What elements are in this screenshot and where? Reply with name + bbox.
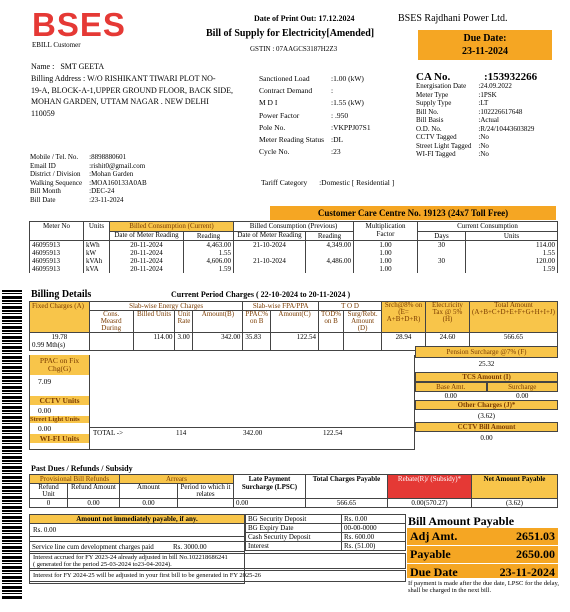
interest-note-2: Interest for FY 2024-25 will be adjusted in your first bill to be generated in FY 2025-26: [29, 570, 406, 582]
meter-cell-cu: 114.00: [466, 241, 558, 250]
val-total-charges: 566.65: [306, 499, 388, 508]
customer-name-line: [31, 62, 104, 71]
due-date: 23-11-2024: [461, 46, 509, 57]
load-label: Sanctioned Load: [259, 74, 310, 83]
ca-value: :LT: [478, 99, 489, 107]
contact-value: :rishit0@gmail.com: [89, 161, 146, 170]
contact-row: [29, 170, 148, 179]
bg-exp-val: 00-00-0000: [342, 524, 406, 533]
meter-cell-no: 46095913: [30, 257, 84, 265]
ca-label: Street Light Tagged: [416, 141, 472, 150]
meter-row: [30, 241, 558, 250]
th-amount: Amount: [120, 484, 178, 499]
street-units-label: Street Light Units: [30, 416, 89, 423]
pension-label: Pension Surcharge @7% (F): [415, 346, 558, 358]
tod-cell: [319, 333, 344, 351]
meter-cell-u: kW: [84, 249, 110, 257]
meter-cell-pr: 4,486.00: [306, 257, 354, 265]
tcs-values: [415, 392, 558, 400]
cash-sec-label: Cash Security Deposit: [246, 533, 342, 542]
tcs-sub: [415, 382, 558, 392]
address-line-3: MOHAN GARDEN, UTTAM NAGAR . NEW DELHI: [31, 97, 209, 106]
ca-row: [415, 150, 535, 159]
ca-label: O.D. No.: [416, 124, 442, 133]
meter-cell-cr: 4,606.00: [184, 257, 234, 265]
cctv-bill-label: CCTV Bill Amount: [415, 422, 558, 432]
th-ppac: PPAC% on B: [243, 311, 271, 333]
cctv-units-val: 0.00: [38, 406, 52, 415]
th-previous: Billed Consumption (Previous): [234, 222, 354, 232]
contact-value: :8898880601: [89, 153, 127, 161]
name-label: Name :: [31, 62, 55, 71]
th-fixed: Fixed Charges (A): [30, 302, 90, 333]
th-lpsc: Late Payment Surcharge (LPSC): [234, 475, 306, 499]
ca-number: :153932266: [484, 71, 538, 83]
fixed-charge-cell: [30, 333, 90, 351]
ca-label: CCTV Tagged: [416, 133, 457, 141]
load-value: :1.00 (kW): [331, 74, 364, 83]
ppac-fix-val: 7.09: [38, 377, 52, 386]
gstin: GSTIN : 07AAGCS3187H2Z3: [250, 45, 338, 53]
val-lpsc: 0.00: [234, 499, 306, 508]
extra-charges: [415, 346, 558, 444]
meter-cell-u: kWh: [84, 241, 110, 250]
tariff-value: :Domestic [ Residential ]: [319, 178, 395, 187]
pension-val: 25.32: [478, 360, 495, 368]
adj-label: Adj Amt.: [410, 529, 458, 543]
etax-val: 24.60: [426, 333, 470, 351]
ca-row: [415, 125, 535, 134]
ppac-pct: 35.83: [243, 333, 271, 351]
billing-details-title: Billing Details: [31, 289, 92, 300]
interest-label: Interest: [246, 542, 342, 551]
meter-cell-no: 46095913: [30, 249, 84, 257]
th-amtb: Amount(B): [193, 311, 243, 333]
due-label: Due Date:: [463, 33, 507, 44]
th-prev-reading: Reading: [306, 232, 354, 241]
contact-row: [29, 196, 148, 205]
meter-cell-no: 46095913: [30, 265, 84, 273]
contact-row: [29, 187, 148, 196]
th-billed: Billed Units: [133, 311, 175, 333]
address-line-2: 19-A, BLOCK-A-1,UPPER GROUND FLOOR, BACK SIDE,: [31, 85, 234, 95]
other-charges-label: Other Charges (J)*: [415, 400, 558, 410]
other-charges-val: (3.62): [478, 412, 495, 420]
pay-label: Payable: [410, 547, 451, 561]
meter-cell-pr: [306, 249, 354, 257]
tcs-base-val: 0.00: [444, 392, 457, 400]
ca-row: [415, 116, 535, 125]
adj-row: [407, 528, 558, 546]
load-value: :DL: [331, 135, 344, 145]
unit-rate: 3.00: [175, 333, 193, 351]
ca-row: [415, 108, 535, 117]
load-label: Power Factor: [259, 110, 300, 120]
th-prev-date: Date of Meter Reading: [234, 232, 306, 241]
total-label: TOTAL ->: [93, 429, 124, 437]
ca-label: Supply Type: [416, 99, 452, 107]
meter-cell-pd: 21-10-2024: [234, 241, 306, 250]
contact-label: Mobile / Tel. No.: [30, 153, 79, 161]
tariff-label: Tariff Category: [261, 178, 308, 187]
service-val: Rs. 3000.00: [173, 543, 207, 551]
service-label: Service line cum development charges paid: [32, 543, 154, 551]
amount-b: 342.00: [193, 333, 243, 351]
load-label: Contract Demand: [259, 86, 313, 96]
th-units: Units: [84, 222, 110, 241]
th-refund-amount: Refund Amount: [68, 484, 120, 499]
th-todb: TOD% on B: [319, 311, 344, 333]
meter-cell-u: kVAh: [84, 257, 110, 265]
load-info: [258, 73, 372, 158]
meter-row: [30, 249, 558, 257]
meter-cell-pd: 21-10-2024: [234, 257, 306, 265]
meter-cell-mf: 1.00: [354, 249, 418, 257]
meter-cell-cd: 20-11-2024: [110, 265, 184, 273]
meter-cell-cu: 1.59: [466, 265, 558, 273]
load-value: :: [331, 86, 334, 96]
th-days: Days: [418, 232, 466, 241]
contact-row: [29, 179, 148, 188]
ca-row: [415, 99, 535, 108]
cash-sec-val: Rs. 600.00: [342, 533, 406, 542]
meter-cell-d: [418, 249, 466, 257]
total-units: 114: [176, 429, 187, 437]
meter-cell-cr: 1.55: [184, 249, 234, 257]
cons-cell: [89, 333, 133, 351]
total-c: 122.54: [323, 429, 343, 437]
due-label-bottom: Due Date: [410, 565, 458, 579]
load-row: [258, 110, 372, 122]
ca-label: Bill Basis: [416, 116, 444, 124]
pay-val: 2650.00: [516, 547, 555, 561]
th-surcharge: Srch@8% on (E= A+B+D+R): [382, 302, 426, 333]
load-row: [258, 146, 372, 158]
th-surg: Surg/Rebt. Amount (D): [344, 311, 382, 333]
ca-row: [415, 82, 535, 91]
billing-address: [31, 73, 233, 119]
val-refund-amount: 0.00: [68, 499, 120, 508]
meter-cell-cu: 120.00: [466, 257, 558, 265]
due-date-box: [418, 30, 552, 60]
th-slab: Slab-wise Energy Charges: [89, 302, 243, 311]
meter-cell-mf: 1.00: [354, 241, 418, 250]
bg-sec-val: Rs. 0.00: [342, 515, 406, 524]
load-value: :23: [331, 147, 341, 157]
th-cur-date: Date of Meter Reading: [110, 232, 184, 241]
security-table: [245, 514, 406, 551]
ca-row: [415, 133, 535, 142]
cctv-bill-val: 0.00: [480, 434, 493, 442]
contact-label: Bill Date: [30, 195, 56, 204]
th-cur-reading: Reading: [184, 232, 234, 241]
ca-value: :Actual: [478, 116, 499, 124]
print-date: 17.12.2024: [318, 14, 355, 23]
th-total-charges: Total Charges Payable: [306, 475, 388, 499]
pay-row: [407, 546, 558, 564]
customer-name: SMT GEETA: [60, 62, 105, 71]
surg-cell: [344, 333, 382, 351]
interest-note-1a: Interest accrued for FY 2023-24 already adjusted in bill No.102218686241: [33, 554, 228, 561]
meter-cell-pd: [234, 249, 306, 257]
load-row: [258, 73, 372, 85]
load-row: [258, 85, 372, 97]
val-refund-unit: 0: [30, 499, 68, 508]
contact-value: :23-11-2024: [89, 195, 124, 204]
ca-value: :No: [478, 141, 489, 150]
load-label: Pole No.: [259, 122, 286, 132]
meter-cell-cd: 20-11-2024: [110, 257, 184, 265]
bg-exp-label: BG Expiry Date: [246, 524, 342, 533]
meter-cell-pr: [306, 265, 354, 273]
meter-cell-mf: 1.00: [354, 257, 418, 265]
customer-care-banner: Customer Care Centre No. 19123 (24x7 Toll Free): [270, 206, 556, 220]
meter-cell-cd: 20-11-2024: [110, 249, 184, 257]
contact-value: :MOA160133A0AB: [89, 178, 147, 187]
bses-logo: [32, 6, 144, 43]
load-label: Cycle No.: [259, 147, 290, 157]
contact-row: [29, 153, 148, 162]
load-row: [258, 134, 372, 146]
load-value: : .950: [331, 110, 349, 120]
billing-left-col: [29, 355, 90, 450]
street-units-val: 0.00: [38, 424, 52, 433]
th-net: Net Amount Payable: [472, 475, 558, 499]
th-prov: Provisional Bill Refunds: [30, 475, 120, 484]
ca-label: Bill No.: [416, 107, 439, 116]
meter-cell-cu: 1.55: [466, 249, 558, 257]
ca-row: [415, 91, 535, 100]
th-fppa: Slab-wise FPA/PPA: [243, 302, 319, 311]
tcs-sur-val: 0.00: [516, 392, 529, 400]
billing-table: [29, 301, 558, 351]
val-net: (3.62): [472, 499, 558, 508]
service-line: [29, 541, 245, 552]
meter-cell-cd: 20-11-2024: [110, 241, 184, 250]
address-line-4: 110059: [31, 108, 55, 118]
adj-val: 2651.03: [516, 529, 555, 543]
th-amtc: Amount(C): [271, 311, 319, 333]
address-line-1: W/O RISHIKANT TIWARI PLOT NO-: [87, 74, 216, 83]
th-meter-no: Meter No: [30, 222, 84, 241]
billing-period: Current Period Charges ( 22-10-2024 to 20-11-2024 ): [171, 290, 351, 299]
th-current-consumption: Current Consumption: [418, 222, 558, 232]
billed-units: 114.00: [133, 333, 175, 351]
ca-label: Meter Type: [416, 90, 449, 99]
th-etax: Elect.ricity Tax @ 5% (H): [426, 302, 470, 333]
due-val-bottom: 23-11-2024: [499, 565, 555, 579]
barcode: [2, 290, 22, 600]
meter-row: [30, 257, 558, 265]
val-arrears: 0.00: [120, 499, 178, 508]
th-mf: Multiplication Factor: [354, 222, 418, 241]
tcs-base-label: Base Amt.: [415, 382, 487, 392]
th-current: Billed Consumption (Current): [110, 222, 234, 232]
fixed-note: 0.99 Mth(s): [32, 341, 66, 349]
tariff-line: [261, 178, 394, 187]
ppac-fix-label: PPAC on Fix Chg(G): [30, 355, 89, 375]
meter-cell-pd: [234, 265, 306, 273]
meter-table: [29, 221, 558, 273]
bill-title: Bill of Supply for Electricity[Amended]: [206, 28, 375, 39]
ca-label: CA No.: [416, 71, 451, 83]
contact-label: Email ID: [30, 161, 56, 170]
th-period: Period to which it relates: [178, 484, 234, 499]
contact-value: :Mohan Garden: [89, 170, 134, 179]
load-value: :VKPPJ07S1: [331, 122, 371, 132]
tcs-sur-label: Surcharge: [487, 382, 559, 392]
ca-label: WI-FI Tagged: [416, 150, 456, 158]
due-row: [407, 564, 558, 581]
bg-sec-label: BG Security Deposit: [246, 515, 342, 524]
meter-cell-pr: 4,349.00: [306, 241, 354, 250]
ca-value: :No: [478, 150, 489, 158]
ca-value: :No: [478, 133, 489, 141]
not-payable-val: Rs. 0.00: [30, 524, 244, 537]
ca-value: :R/24/10443603829: [478, 124, 535, 133]
meter-cell-no: 46095913: [30, 241, 84, 250]
meter-cell-u: kVA: [84, 265, 110, 273]
print-date-line: [254, 14, 354, 23]
th-cons: Cons. Measrd During: [89, 311, 133, 333]
amount-c: 122.54: [271, 333, 319, 351]
meter-cell-d: [418, 265, 466, 273]
past-dues-title: Past Dues / Refunds / Subsidy: [31, 464, 133, 473]
contact-label: Walking Sequence: [30, 178, 83, 187]
address-label: Billing Address :: [31, 74, 86, 83]
logo-text: BSES: [32, 6, 126, 43]
company-name: BSES Rajdhani Power Ltd.: [398, 13, 508, 24]
ebill-customer-tag: EBILL Customer: [32, 41, 81, 49]
dues-table: [29, 474, 558, 508]
th-arrears: Arrears: [120, 475, 234, 484]
print-label: Date of Print Out:: [254, 14, 317, 23]
th-cc-units: Units: [466, 232, 558, 241]
contact-label: District / Division: [30, 170, 81, 179]
contact-info: [29, 153, 148, 205]
ca-value: :1PSK: [478, 90, 497, 99]
cctv-units-label: CCTV Units: [30, 396, 89, 405]
load-label: M D I: [259, 98, 278, 108]
load-label: Meter Reading Status: [259, 135, 324, 145]
th-tod: T O D: [319, 302, 382, 311]
th-rebate: Rebate(R)/ (Subsidy)*: [388, 475, 472, 499]
contact-value: :DEC-24: [89, 187, 115, 196]
contact-row: [29, 162, 148, 171]
lpsc-note: If payment is made after the due date, LPSC for the delay, shall be charged in the next bill.: [408, 580, 560, 594]
not-payable-label: Amount not immediately payable, if any.: [30, 515, 244, 524]
meter-cell-d: 30: [418, 241, 466, 250]
total-b: 342.00: [243, 429, 263, 437]
meter-cell-mf: 1.00: [354, 265, 418, 273]
total-val: 566.65: [469, 333, 557, 351]
val-rebate: 0.00(570.27): [388, 499, 472, 508]
meter-cell-cr: 4,463.00: [184, 241, 234, 250]
meter-cell-d: 30: [418, 257, 466, 265]
interest-val: Rs. (51.00): [342, 542, 406, 551]
load-row: [258, 122, 372, 134]
surcharge-val: 28.94: [382, 333, 426, 351]
payable-box: [407, 528, 558, 578]
ca-value: :24.09.2022: [478, 82, 512, 90]
interest-note-1b: ( generated for the period 25-03-2024 to23-04-2024).: [33, 561, 172, 568]
wifi-units-label: WI-FI Units: [30, 434, 89, 443]
meter-row: [30, 265, 558, 273]
th-total: Total Amount (A+B+C+D+E+F+G+H+I+J): [469, 302, 557, 333]
tcs-label: TCS Amount (I): [415, 372, 558, 382]
val-period: [178, 499, 234, 508]
th-rate: Unit Rate: [175, 311, 193, 333]
meter-cell-cr: 1.59: [184, 265, 234, 273]
fixed-charge: 19.78: [51, 333, 68, 341]
th-refund-unit: Refund Unit: [30, 484, 68, 499]
ca-row: [415, 142, 535, 151]
ca-label: Energisation Date: [416, 82, 467, 90]
ca-value: :102226617648: [478, 107, 523, 116]
contact-label: Bill Month: [30, 187, 61, 196]
load-row: [258, 97, 372, 109]
total-row: [90, 427, 415, 439]
bill-amount-payable-title: Bill Amount Payable: [408, 514, 515, 528]
ca-details: [415, 82, 535, 159]
interest-note-1: [29, 553, 406, 569]
load-value: :1.55 (kW): [331, 98, 364, 108]
